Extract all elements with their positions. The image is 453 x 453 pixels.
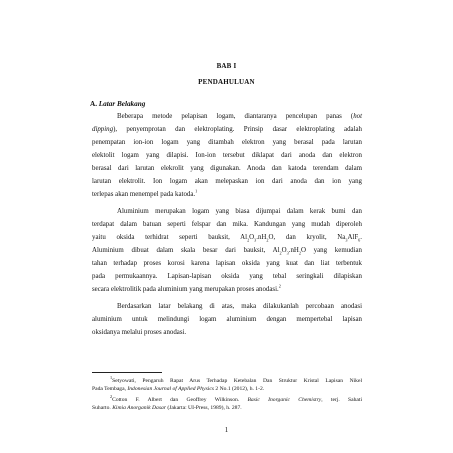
- paragraph-line: Beberapa metode pelapisan logam, diantaranya pencelupan panas (hot: [117, 113, 362, 120]
- paragraph-line: secara elektrolitik pada aluminium yang merupakan proses anodasi.$^2$: [92, 283, 281, 293]
- section-title: Latar Belakang: [98, 100, 146, 108]
- footnote-2-line: Suharto. Kimia Anorganik Dasar (Jakarta: UI-Press, 1989), h. 287.: [92, 405, 242, 411]
- paragraph-line: Aluminium dibuat dalam skala besar dari bauksit, $Al_2O_3.nH_2O$ yang kemudian: [92, 247, 362, 256]
- footnote-1-line: $^1$Setyowati, Pengaruh Rapat Arus Terhadap Ketebalan Dan Struktur Kristal Lapisan Nikel: [110, 375, 362, 384]
- footnote-ref: 2: [278, 283, 281, 289]
- paragraph-line: dipping), penyemprotan dan elektroplating. Prinsip dasar elektroplating adalah: [92, 126, 362, 133]
- page-number: 1: [224, 426, 229, 434]
- paragraph-line: Aluminium merupakan logam yang biasa dijumpai dalam kerak bumi dan: [117, 208, 362, 215]
- footnote-2-line: $^2$Cotton F. Albert dan Geoffrey Wilkinson. Basic Inorganic Chemistry, terj. Sahati: [110, 394, 362, 403]
- paragraph-line: terlepas akan menempel pada katoda.$^1$: [92, 188, 198, 198]
- section-heading: [90, 100, 145, 108]
- chapter-title: PENDAHULUAN: [198, 78, 255, 86]
- paragraph-line: elektolit logam yang dilapisi. Ion-ion tersebut diklapat dari anoda dan elektron: [92, 152, 362, 159]
- footnote-ref: 1: [195, 188, 198, 194]
- section-letter: A.: [90, 100, 97, 108]
- paragraph-line: penempatan ion-ion logam yang ditambah elektron yang berasal pada larutan: [92, 139, 362, 146]
- chapter-number: BAB I: [216, 62, 237, 70]
- footnote-separator: [92, 372, 162, 373]
- paragraph-line: larutan elektrolit. Ion logam akan melepaskan ion dari anoda dan ion yang: [92, 178, 362, 185]
- paragraph-line: yaitu oksida terhidrat seperti bauksit, $Al_2O_3.nH_2O$, dan kryolit, $Na_3AlF_6$.: [92, 234, 362, 243]
- paragraph-line: Berdasarkan latar belakang di atas, maka dilakukanlah percobaan anodasi: [117, 303, 362, 310]
- paragraph-line: oksidanya melalui proses anodasi.: [92, 329, 187, 336]
- paragraph-line: terdapat dalam batuan seperti felspar dan mika. Kandungan yang mudah diperoleh: [92, 221, 362, 228]
- paragraph-line: pada permukaannya. Lapisan-lapisan oksida yang tebal seringkali dilapiskan: [92, 273, 362, 280]
- footnote-1-line: Pada Tembaga, Indonesian Journal of Applied Physics 2 No.1 (2012), h. 1-2.: [92, 386, 265, 392]
- paragraph-line: aluminium untuk melindungi logam aluminium dengan mempertebal lapisan: [92, 316, 362, 323]
- paragraph-line: tahan terhadap proses korosi karena lapisan oksida yang kuat dan liat terbentuk: [92, 260, 362, 267]
- paragraph-line: berasal dari larutan elekrolit yang digunakan. Anoda dan katoda terendam dalam: [92, 165, 362, 172]
